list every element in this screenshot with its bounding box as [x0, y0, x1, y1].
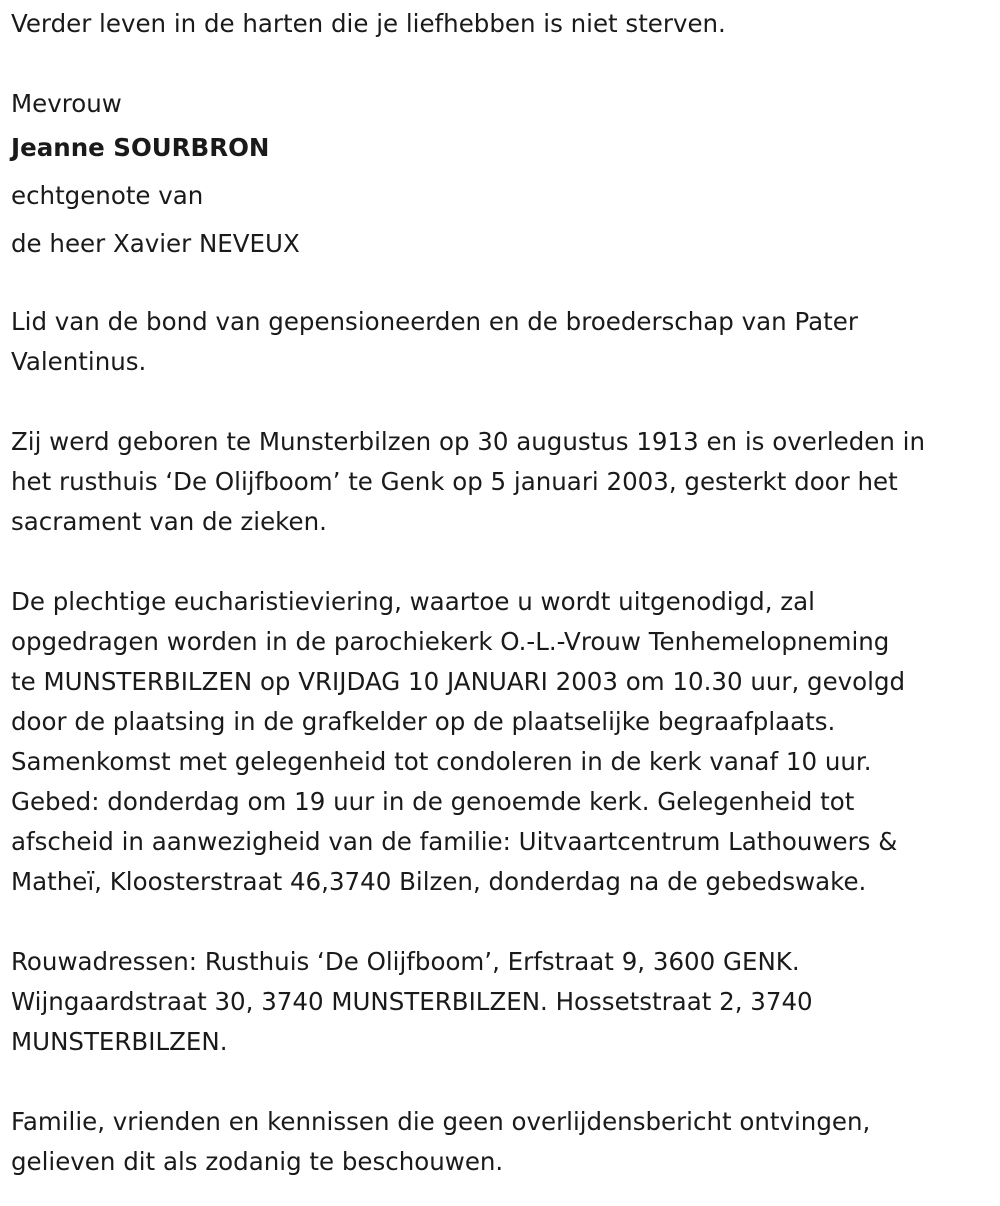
paragraph-line: afscheid in aanwezigheid van de familie: Uitvaartcentrum Lathouwers &	[11, 827, 898, 856]
relation-text: echtgenote van	[11, 181, 204, 210]
paragraph-line: Samenkomst met gelegenheid tot condoleren in de kerk vanaf 10 uur.	[11, 747, 872, 776]
membership-paragraph	[11, 302, 1000, 382]
deceased-block	[11, 84, 1000, 268]
deceased-name: Jeanne SOURBRON	[11, 133, 270, 162]
paragraph-line: Wijngaardstraat 30, 3740 MUNSTERBILZEN. Hossetstraat 2, 3740	[11, 987, 813, 1016]
motto-line: Verder leven in de harten die je liefhebben is niet sterven.	[11, 9, 726, 38]
paragraph-line: Lid van de bond van gepensioneerden en de broederschap van Pater	[11, 307, 858, 336]
birth-death-paragraph	[11, 422, 1000, 542]
paragraph-line: door de plaatsing in de grafkelder op de plaatselijke begraafplaats.	[11, 707, 836, 736]
paragraph-line: opgedragen worden in de parochiekerk O.-L.-Vrouw Tenhemelopneming	[11, 627, 890, 656]
spacer	[11, 268, 1000, 302]
closing-paragraph	[11, 1102, 1000, 1182]
paragraph-line: Rouwadressen: Rusthuis ‘De Olijfboom’, Erfstraat 9, 3600 GENK.	[11, 947, 800, 976]
paragraph-line: De plechtige eucharistieviering, waartoe u wordt uitgenodigd, zal	[11, 587, 815, 616]
spacer	[11, 382, 1000, 422]
spacer	[11, 1062, 1000, 1102]
spacer	[11, 44, 1000, 84]
paragraph-line: Matheï, Kloosterstraat 46,3740 Bilzen, donderdag na de gebedswake.	[11, 867, 867, 896]
paragraph-line: Familie, vrienden en kennissen die geen overlijdensbericht ontvingen,	[11, 1107, 871, 1136]
spouse-name: de heer Xavier NEVEUX	[11, 229, 300, 258]
salutation: Mevrouw	[11, 89, 122, 118]
spacer	[11, 902, 1000, 942]
paragraph-line: Valentinus.	[11, 347, 147, 376]
paragraph-line: MUNSTERBILZEN.	[11, 1027, 228, 1056]
paragraph-line: gelieven dit als zodanig te beschouwen.	[11, 1147, 504, 1176]
paragraph-line: het rusthuis ‘De Olijfboom’ te Genk op 5 januari 2003, gesterkt door het	[11, 467, 898, 496]
spacer	[11, 542, 1000, 582]
paragraph-line: te MUNSTERBILZEN op VRIJDAG 10 JANUARI 2003 om 10.30 uur, gevolgd	[11, 667, 906, 696]
paragraph-line: sacrament van de zieken.	[11, 507, 327, 536]
paragraph-line: Gebed: donderdag om 19 uur in de genoemde kerk. Gelegenheid tot	[11, 787, 855, 816]
addresses-paragraph	[11, 942, 1000, 1062]
paragraph-line: Zij werd geboren te Munsterbilzen op 30 augustus 1913 en is overleden in	[11, 427, 926, 456]
ceremony-paragraph	[11, 582, 1000, 902]
